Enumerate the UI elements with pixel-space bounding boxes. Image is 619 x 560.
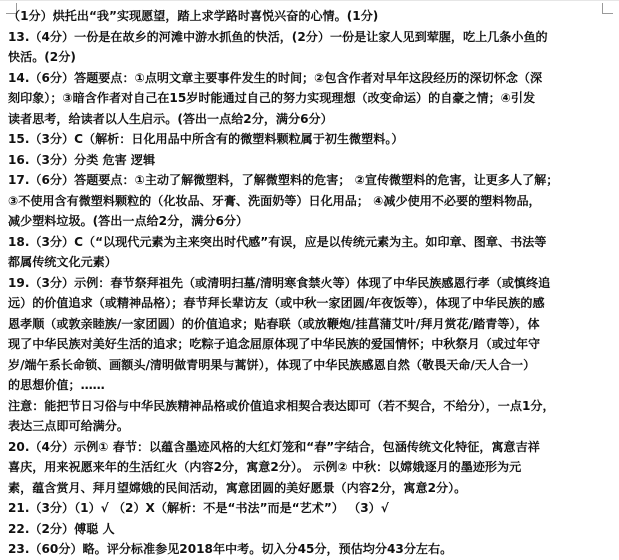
text-line: 都属传统文化元素） [8,255,117,269]
text-line: 15.（3分）C（解析：日化用品中所含有的微塑料颗粒属于初生微塑料。） [8,132,404,146]
text-line: 21.（3分）（1）√ （2）X（解析：不是“书法”而是“艺术”） （3）√ [8,501,389,515]
text-line: 恩孝顺（或敦亲睦族/一家团圆）的价值追求；贴春联（或放鞭炮/挂菖蒲艾叶/拜月赏花/踏青等），体 [8,316,540,331]
text-line: 23.（60分）略。评分标准参见2018年中考。切入分45分，预估均分43分左右。 [8,542,453,556]
text-line: （1分）烘托出“我”实现愿望，踏上求学路时喜悦兴奋的心情。(1分) [8,9,379,23]
page-top-edge [0,0,619,1]
text-line: 22.（2分）傅聪 人 [8,521,115,536]
text-line: 表达三点即可给满分。 [8,419,129,433]
text-line: 20.（4分）示例① 春节：以蕴含墨迹风格的大红灯笼和“春”字结合，包涵传统文化特征，寓意吉祥 [8,439,540,454]
text-line: 远）的价值追求（或精神品格）；春节拜长辈访友（或中秋一家团圆/年夜饭等），体现了中华民族的感 [8,296,545,310]
text-line: 岁/端午系长命锁、画额头/清明做青明果与蒿饼），体现了中华民族感恩自然（敬畏天命/天人合一） [8,357,536,372]
text-line: 减少塑料垃圾。(答出一点给2分，满分6分） [8,214,249,228]
text-line: 注意：能把节日习俗与中华民族精神品格或价值追求相契合表达即可（若不契合，不给分），一点1分， [8,398,555,413]
text-line: 读者思考，给读者以人生启示。(答出一点给2分，满分6分） [8,111,333,126]
text-line: 素，蕴含赏月、拜月望嫦娥的民间活动，寓意团圆的美好愿景（内容2分，寓意2分）。 [8,480,467,495]
text-line: 喜庆，用来祝愿来年的生活红火（内容2分，寓意2分）。 示例② 中秋：以嫦娥逐月的墨迹形为元 [8,460,522,474]
text-line: 的思想价值；…… [8,378,105,392]
text-line: 快活。(2分) [8,50,76,64]
text-line: 17.（6分）答题要点：①主动了解微塑料，了解微塑料的危害； ②宣传微塑料的危害，让更多人了解； [8,173,559,187]
text-line: 16.（3分）分类 危害 逻辑 [8,152,156,167]
text-line: 14.（6分）答题要点：①点明文章主要事件发生的时间；②包含作者对早年这段经历的深切怀念（深 [8,70,543,85]
text-line: 13.（4分）一份是在故乡的河滩中游水抓鱼的快活，(2分）一份是让家人见到荤腥，吃上几条小鱼的 [8,29,548,44]
answer-key-text [8,6,612,560]
text-line: 现了中华民族对美好生活的追求；吃粽子追念屈原体现了中华民族的爱国情怀；中秋祭月（或过年守 [8,337,541,351]
text-line: 刻印象）；③暗含作者对自己在15岁时能通过自己的努力实现理想（改变命运）的自豪之情；④引发 [8,91,536,105]
text-line: ③不使用含有微塑料颗粒的（化妆品、牙膏、洗面奶等）日化用品； ④减少使用不必要的塑料物品， [8,193,541,208]
text-line: 19.（3分）示例：春节祭拜祖先（或清明扫墓/清明寒食禁火等）体现了中华民族感恩行孝（或慎终追 [8,275,551,290]
text-line: 18.（3分）C（“以现代元素为主来突出时代感”有误，应是以传统元素为主。如印章、图章、书法等 [8,234,547,249]
